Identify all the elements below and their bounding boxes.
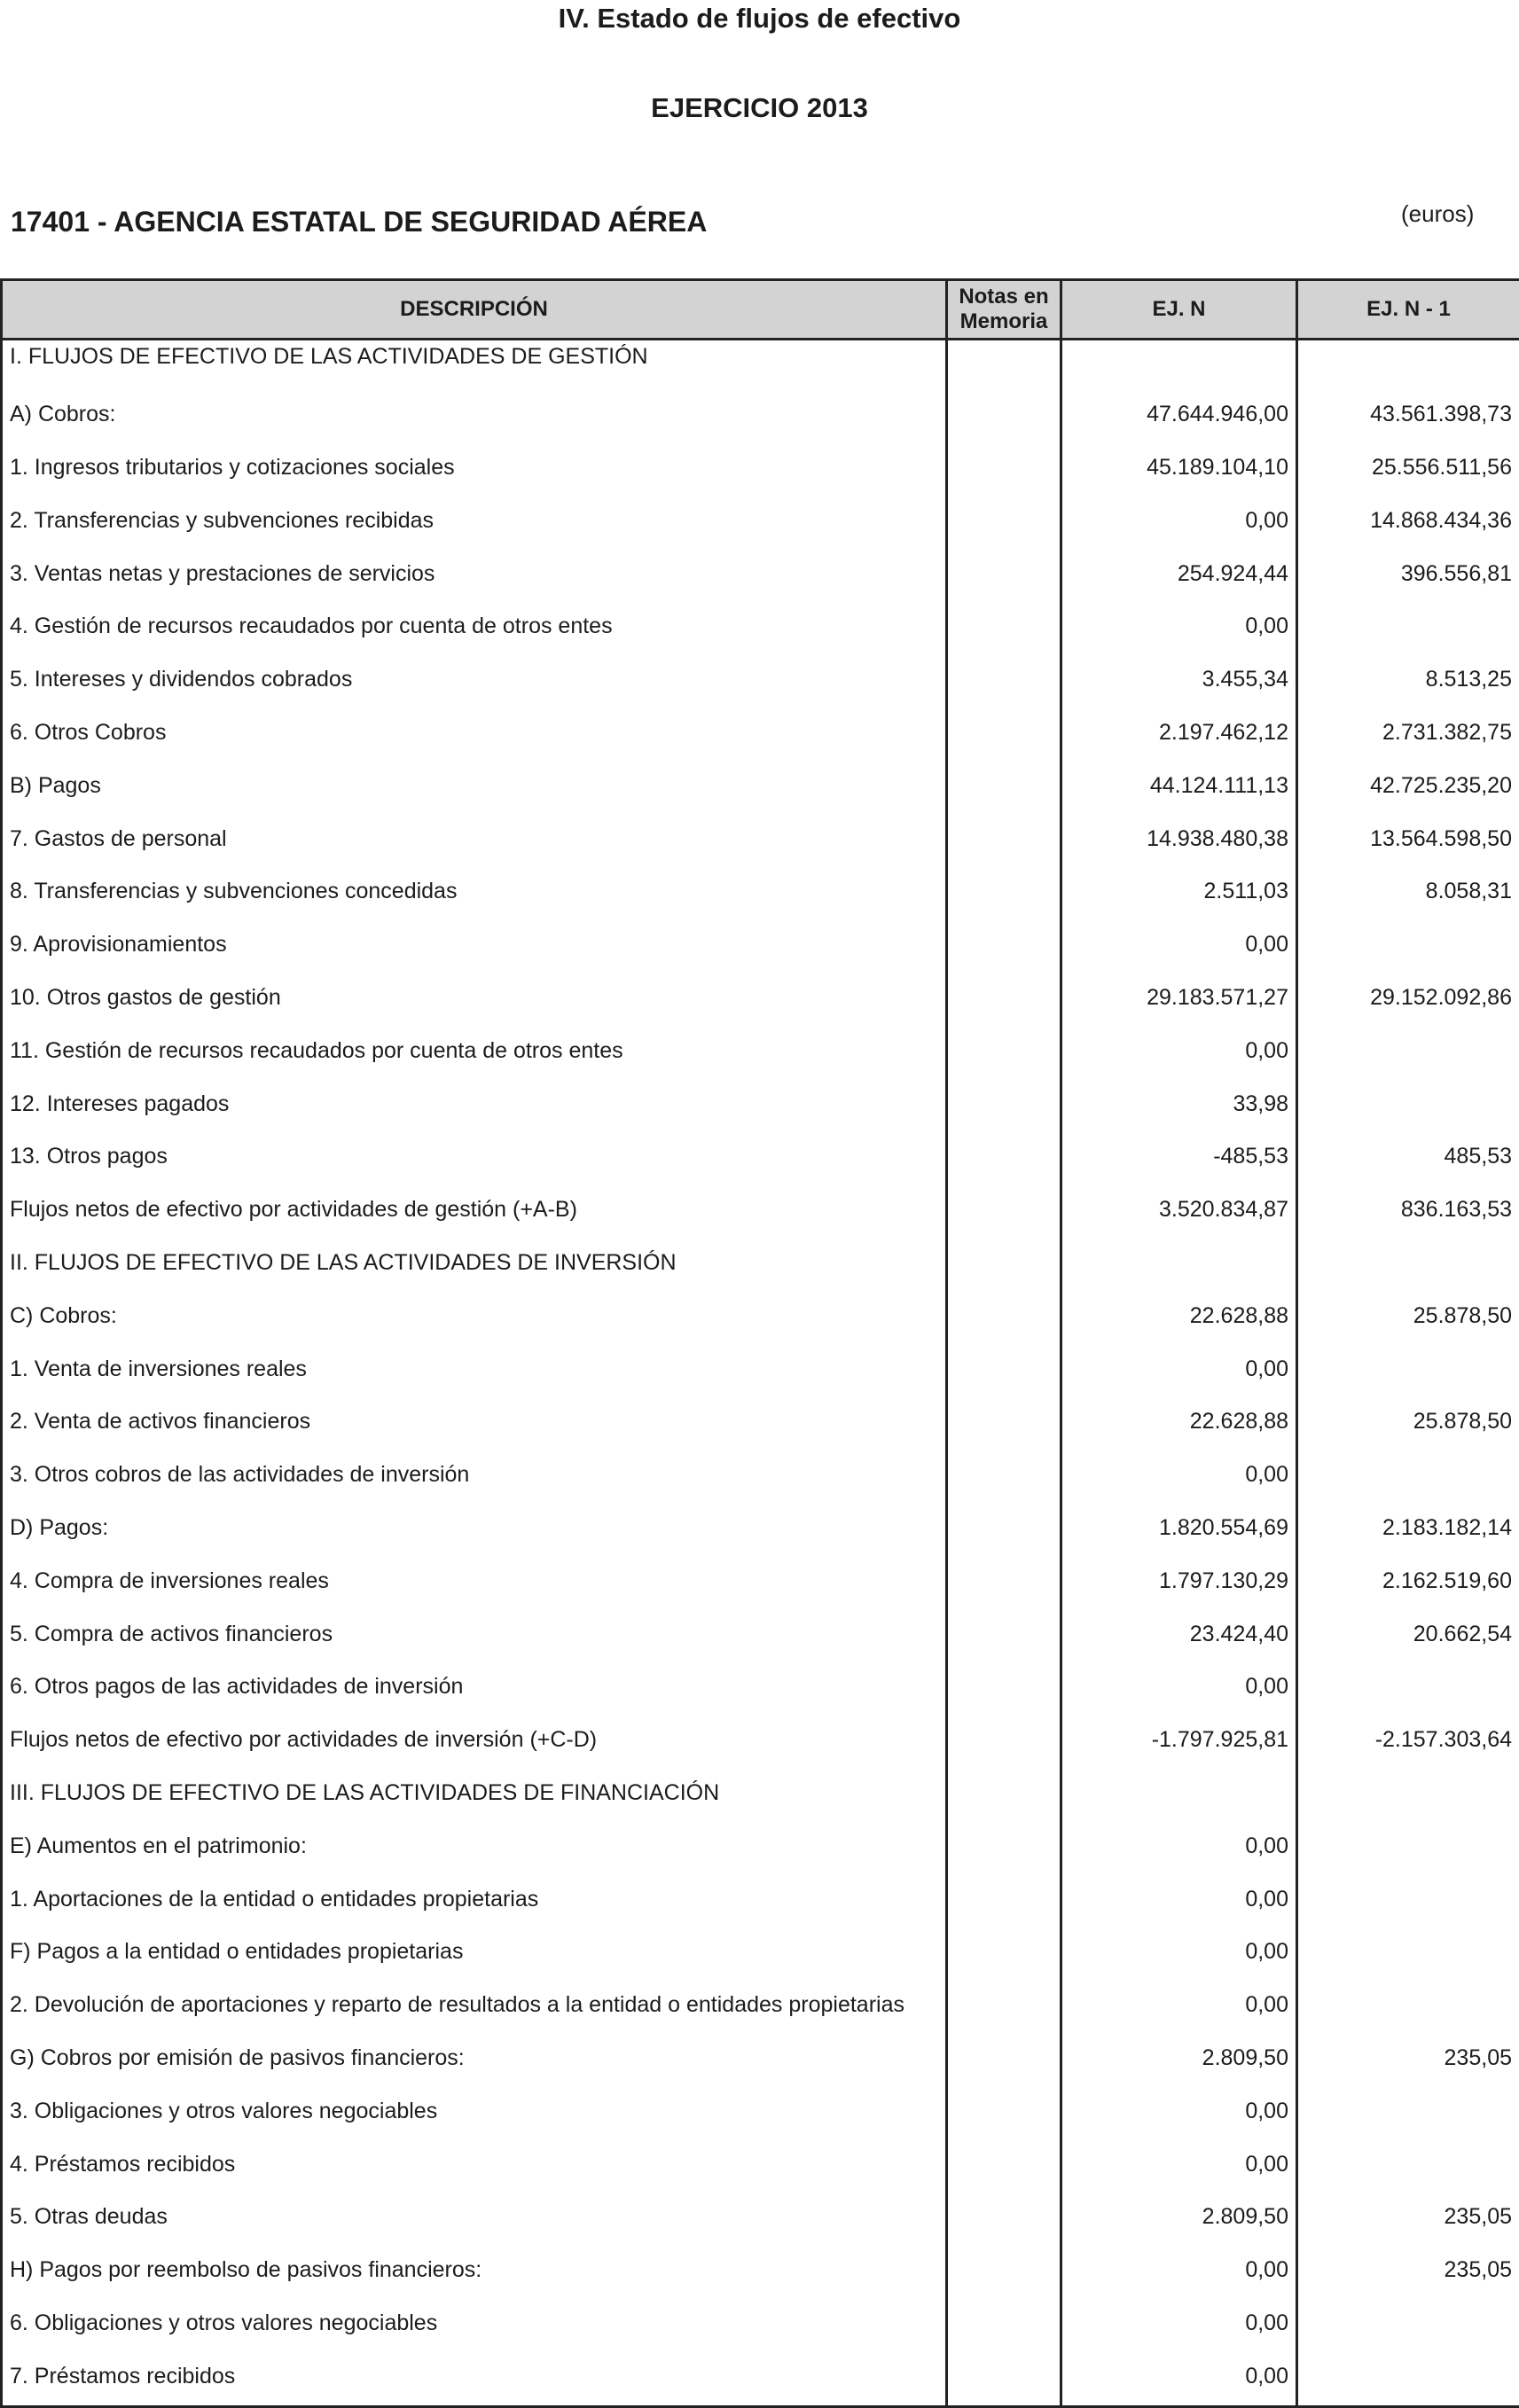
table-row	[2, 1082, 1519, 1135]
table-row	[2, 1505, 1519, 1559]
row-value-previous-year: 43.561.398,73	[1297, 392, 1519, 445]
column-header-notes-label: Notas en Memoria	[955, 285, 1053, 334]
row-description: 4. Préstamos recibidos	[2, 2142, 947, 2195]
row-description: 1. Ingresos tributarios y cotizaciones sociales	[2, 445, 947, 498]
row-value-previous-year: 8.058,31	[1297, 869, 1519, 922]
row-description: 4. Gestión de recursos recaudados por cuenta de otros entes	[2, 604, 947, 657]
row-value-current-year: 0,00	[1061, 1824, 1297, 1877]
row-notes	[947, 604, 1061, 657]
fiscal-year-subtitle: EJERCICIO 2013	[0, 92, 1519, 124]
row-value-previous-year	[1297, 2089, 1519, 2142]
row-value-previous-year: 25.878,50	[1297, 1399, 1519, 1452]
row-value-previous-year	[1297, 1771, 1519, 1824]
row-notes	[947, 763, 1061, 817]
row-description: 2. Devolución de aportaciones y reparto de resultados a la entidad o entidades propietarias	[2, 1982, 947, 2036]
row-value-current-year: 2.809,50	[1061, 2194, 1297, 2248]
row-description: 6. Otros Cobros	[2, 710, 947, 763]
table-row	[2, 1134, 1519, 1187]
row-value-current-year: -485,53	[1061, 1134, 1297, 1187]
table-row	[2, 604, 1519, 657]
table-header-row	[2, 280, 1519, 340]
row-value-previous-year: 29.152.092,86	[1297, 975, 1519, 1028]
row-description: III. FLUJOS DE EFECTIVO DE LAS ACTIVIDADES DE FINANCIACIÓN	[2, 1771, 947, 1824]
row-value-previous-year	[1297, 604, 1519, 657]
document-title: IV. Estado de flujos de efectivo	[0, 3, 1519, 35]
row-value-current-year: 2.197.462,12	[1061, 710, 1297, 763]
row-value-current-year	[1061, 1240, 1297, 1294]
table-row	[2, 1612, 1519, 1665]
row-value-current-year: 14.938.480,38	[1061, 817, 1297, 870]
row-value-current-year: 2.809,50	[1061, 2036, 1297, 2089]
row-notes	[947, 1505, 1061, 1559]
entity-name: 17401 - AGENCIA ESTATAL DE SEGURIDAD AÉREA	[11, 206, 707, 238]
row-value-current-year: 0,00	[1061, 1028, 1297, 1082]
currency-unit: (euros)	[1401, 200, 1474, 228]
table-row	[2, 975, 1519, 1028]
row-description: 4. Compra de inversiones reales	[2, 1559, 947, 1612]
row-description: 2. Transferencias y subvenciones recibidas	[2, 498, 947, 551]
cash-flow-table	[0, 278, 1519, 2408]
table-row	[2, 1559, 1519, 1612]
table-row	[2, 2036, 1519, 2089]
row-notes	[947, 1399, 1061, 1452]
row-value-previous-year: 13.564.598,50	[1297, 817, 1519, 870]
row-notes	[947, 1240, 1061, 1294]
table-row	[2, 2194, 1519, 2248]
row-value-previous-year: 14.868.434,36	[1297, 498, 1519, 551]
row-description: 3. Otros cobros de las actividades de inversión	[2, 1452, 947, 1505]
row-value-previous-year	[1297, 1240, 1519, 1294]
column-header-notes	[947, 280, 1061, 340]
row-value-previous-year: 235,05	[1297, 2248, 1519, 2301]
row-value-current-year: 0,00	[1061, 498, 1297, 551]
table-row	[2, 1187, 1519, 1240]
row-notes	[947, 1082, 1061, 1135]
table-row	[2, 2142, 1519, 2195]
row-value-current-year: 1.820.554,69	[1061, 1505, 1297, 1559]
row-value-current-year: 0,00	[1061, 1664, 1297, 1717]
row-value-current-year: 23.424,40	[1061, 1612, 1297, 1665]
row-notes	[947, 498, 1061, 551]
row-value-previous-year: 2.731.382,75	[1297, 710, 1519, 763]
row-value-previous-year	[1297, 2142, 1519, 2195]
row-description: 11. Gestión de recursos recaudados por cuenta de otros entes	[2, 1028, 947, 1082]
row-value-current-year: 0,00	[1061, 1982, 1297, 2036]
column-header-description: DESCRIPCIÓN	[2, 280, 947, 340]
table-row	[2, 657, 1519, 710]
row-value-previous-year: 20.662,54	[1297, 1612, 1519, 1665]
row-description: II. FLUJOS DE EFECTIVO DE LAS ACTIVIDADES DE INVERSIÓN	[2, 1240, 947, 1294]
row-value-previous-year	[1297, 1824, 1519, 1877]
row-value-previous-year	[1297, 1664, 1519, 1717]
row-notes	[947, 2089, 1061, 2142]
row-value-previous-year: 25.556.511,56	[1297, 445, 1519, 498]
table-row	[2, 2248, 1519, 2301]
row-notes	[947, 657, 1061, 710]
row-description: 5. Otras deudas	[2, 2194, 947, 2248]
row-notes	[947, 1612, 1061, 1665]
table-row	[2, 2354, 1519, 2407]
table-row	[2, 392, 1519, 445]
row-notes	[947, 340, 1061, 393]
row-description: Flujos netos de efectivo por actividades de gestión (+A-B)	[2, 1187, 947, 1240]
row-notes	[947, 1559, 1061, 1612]
row-value-current-year: 0,00	[1061, 2354, 1297, 2407]
row-notes	[947, 2194, 1061, 2248]
row-value-current-year: 0,00	[1061, 2089, 1297, 2142]
row-description: 1. Aportaciones de la entidad o entidades propietarias	[2, 1877, 947, 1930]
row-notes	[947, 2354, 1061, 2407]
row-value-current-year: 45.189.104,10	[1061, 445, 1297, 498]
column-header-previous-year: EJ. N - 1	[1297, 280, 1519, 340]
row-value-current-year: 0,00	[1061, 1452, 1297, 1505]
row-value-current-year: 0,00	[1061, 1347, 1297, 1400]
table-row	[2, 1771, 1519, 1824]
row-description: D) Pagos:	[2, 1505, 947, 1559]
row-description: H) Pagos por reembolso de pasivos financieros:	[2, 2248, 947, 2301]
row-description: 2. Venta de activos financieros	[2, 1399, 947, 1452]
row-value-previous-year: 42.725.235,20	[1297, 763, 1519, 817]
row-description: 3. Obligaciones y otros valores negociables	[2, 2089, 947, 2142]
row-value-previous-year	[1297, 1877, 1519, 1930]
row-value-current-year: 22.628,88	[1061, 1399, 1297, 1452]
row-notes	[947, 2248, 1061, 2301]
row-value-current-year: 1.797.130,29	[1061, 1559, 1297, 1612]
row-description: 10. Otros gastos de gestión	[2, 975, 947, 1028]
row-value-current-year: -1.797.925,81	[1061, 1717, 1297, 1771]
row-notes	[947, 869, 1061, 922]
table-row	[2, 869, 1519, 922]
column-header-current-year: EJ. N	[1061, 280, 1297, 340]
row-value-current-year: 47.644.946,00	[1061, 392, 1297, 445]
row-value-previous-year	[1297, 2354, 1519, 2407]
row-value-current-year: 22.628,88	[1061, 1294, 1297, 1347]
row-notes	[947, 1717, 1061, 1771]
table-row	[2, 498, 1519, 551]
table-row	[2, 2301, 1519, 2354]
row-notes	[947, 817, 1061, 870]
row-value-previous-year: 25.878,50	[1297, 1294, 1519, 1347]
row-value-previous-year	[1297, 340, 1519, 393]
table-row	[2, 922, 1519, 975]
row-value-current-year: 0,00	[1061, 604, 1297, 657]
table-row	[2, 1294, 1519, 1347]
table-row	[2, 817, 1519, 870]
row-value-current-year	[1061, 340, 1297, 393]
row-notes	[947, 1294, 1061, 1347]
table-row	[2, 2089, 1519, 2142]
row-value-previous-year: -2.157.303,64	[1297, 1717, 1519, 1771]
row-notes	[947, 445, 1061, 498]
row-description: 6. Otros pagos de las actividades de inversión	[2, 1664, 947, 1717]
row-description: F) Pagos a la entidad o entidades propietarias	[2, 1929, 947, 1982]
row-notes	[947, 1982, 1061, 2036]
row-description: 9. Aprovisionamientos	[2, 922, 947, 975]
table-row	[2, 1347, 1519, 1400]
table-row	[2, 1028, 1519, 1082]
row-value-previous-year	[1297, 1028, 1519, 1082]
row-notes	[947, 1187, 1061, 1240]
row-value-previous-year	[1297, 922, 1519, 975]
row-value-current-year: 0,00	[1061, 2301, 1297, 2354]
row-notes	[947, 975, 1061, 1028]
row-description: 1. Venta de inversiones reales	[2, 1347, 947, 1400]
row-value-previous-year	[1297, 1347, 1519, 1400]
table-row	[2, 1452, 1519, 1505]
row-description: I. FLUJOS DE EFECTIVO DE LAS ACTIVIDADES DE GESTIÓN	[2, 340, 947, 393]
row-description: A) Cobros:	[2, 392, 947, 445]
table-row	[2, 1982, 1519, 2036]
row-notes	[947, 1771, 1061, 1824]
row-notes	[947, 2142, 1061, 2195]
row-value-current-year: 0,00	[1061, 2142, 1297, 2195]
row-value-previous-year: 485,53	[1297, 1134, 1519, 1187]
table-row	[2, 1399, 1519, 1452]
table-row	[2, 1824, 1519, 1877]
row-value-current-year	[1061, 1771, 1297, 1824]
row-description: G) Cobros por emisión de pasivos financieros:	[2, 2036, 947, 2089]
row-value-previous-year: 2.183.182,14	[1297, 1505, 1519, 1559]
row-description: 8. Transferencias y subvenciones concedidas	[2, 869, 947, 922]
row-description: C) Cobros:	[2, 1294, 947, 1347]
row-value-previous-year	[1297, 1452, 1519, 1505]
row-description: 12. Intereses pagados	[2, 1082, 947, 1135]
row-value-previous-year: 8.513,25	[1297, 657, 1519, 710]
row-value-previous-year: 2.162.519,60	[1297, 1559, 1519, 1612]
row-value-current-year: 0,00	[1061, 1877, 1297, 1930]
row-notes	[947, 392, 1061, 445]
row-notes	[947, 1028, 1061, 1082]
row-description: 6. Obligaciones y otros valores negociables	[2, 2301, 947, 2354]
row-description: B) Pagos	[2, 763, 947, 817]
row-notes	[947, 551, 1061, 605]
table-row	[2, 1240, 1519, 1294]
table-row	[2, 340, 1519, 393]
row-notes	[947, 1664, 1061, 1717]
row-notes	[947, 1929, 1061, 1982]
table-row	[2, 1717, 1519, 1771]
row-value-current-year: 0,00	[1061, 1929, 1297, 1982]
row-value-current-year: 3.520.834,87	[1061, 1187, 1297, 1240]
table-row	[2, 763, 1519, 817]
row-value-previous-year	[1297, 1982, 1519, 2036]
table-row	[2, 710, 1519, 763]
row-description: E) Aumentos en el patrimonio:	[2, 1824, 947, 1877]
row-value-current-year: 33,98	[1061, 1082, 1297, 1135]
table-row	[2, 445, 1519, 498]
row-value-current-year: 3.455,34	[1061, 657, 1297, 710]
table-body	[2, 340, 1519, 2407]
row-notes	[947, 1134, 1061, 1187]
row-description: 7. Gastos de personal	[2, 817, 947, 870]
row-notes	[947, 1824, 1061, 1877]
row-description: 5. Compra de activos financieros	[2, 1612, 947, 1665]
row-notes	[947, 1452, 1061, 1505]
row-value-previous-year: 396.556,81	[1297, 551, 1519, 605]
row-value-previous-year	[1297, 2301, 1519, 2354]
row-description: 13. Otros pagos	[2, 1134, 947, 1187]
row-value-current-year: 2.511,03	[1061, 869, 1297, 922]
table-row	[2, 1929, 1519, 1982]
row-notes	[947, 1877, 1061, 1930]
row-value-previous-year	[1297, 1082, 1519, 1135]
table-row	[2, 1664, 1519, 1717]
row-notes	[947, 2036, 1061, 2089]
row-value-current-year: 254.924,44	[1061, 551, 1297, 605]
row-value-current-year: 0,00	[1061, 922, 1297, 975]
row-value-previous-year: 836.163,53	[1297, 1187, 1519, 1240]
row-value-previous-year	[1297, 1929, 1519, 1982]
row-value-current-year: 44.124.111,13	[1061, 763, 1297, 817]
row-value-previous-year: 235,05	[1297, 2036, 1519, 2089]
row-description: 3. Ventas netas y prestaciones de servicios	[2, 551, 947, 605]
row-notes	[947, 2301, 1061, 2354]
row-value-current-year: 29.183.571,27	[1061, 975, 1297, 1028]
row-description: Flujos netos de efectivo por actividades de inversión (+C-D)	[2, 1717, 947, 1771]
row-value-previous-year: 235,05	[1297, 2194, 1519, 2248]
row-description: 7. Préstamos recibidos	[2, 2354, 947, 2407]
row-notes	[947, 922, 1061, 975]
table-row	[2, 1877, 1519, 1930]
row-notes	[947, 710, 1061, 763]
table-row	[2, 551, 1519, 605]
row-description: 5. Intereses y dividendos cobrados	[2, 657, 947, 710]
row-notes	[947, 1347, 1061, 1400]
row-value-current-year: 0,00	[1061, 2248, 1297, 2301]
